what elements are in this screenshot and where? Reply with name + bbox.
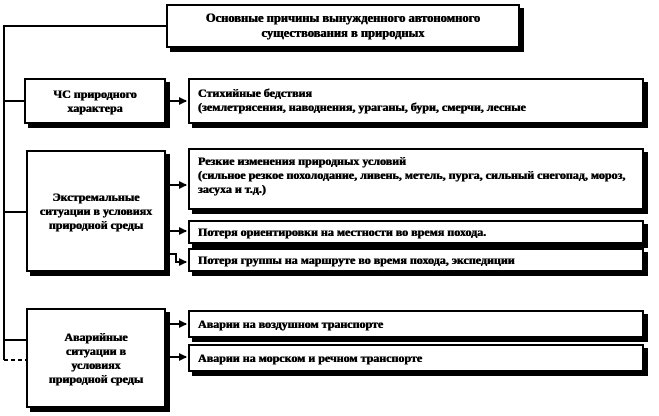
arrow-extreme-group-loss <box>166 254 186 262</box>
cause-group-loss-title: Потеря группы на маршруте во время похода, экспедиции <box>198 253 515 267</box>
cause-orientation-loss-title: Потеря ориентировки на местности во время похода. <box>198 225 487 239</box>
cause-orientation-loss-box <box>188 220 644 244</box>
category-natural-label: ЧС природного характера <box>53 87 137 115</box>
cause-group-loss-box <box>188 248 644 272</box>
category-natural-box <box>24 78 166 124</box>
category-extreme-label: Экстремальные ситуации в условиях природной среды <box>39 190 153 232</box>
cause-climate-change-box <box>188 148 644 210</box>
category-extreme-box <box>26 150 166 272</box>
cause-air-transport-box <box>188 310 644 338</box>
root-title: Основные причины вынужденного автономного существования в природных <box>205 11 481 40</box>
cause-water-transport-title: Аварии на морском и речном транспорте <box>198 351 423 365</box>
root-box <box>166 4 520 48</box>
cause-air-transport-title: Аварии на воздушном транспорте <box>198 317 384 331</box>
cause-climate-change-detail: (сильное резкое похолодание, ливень, метель, пурга, сильный снегопад, мороз, засуха и т.д.) <box>198 168 626 196</box>
cause-climate-change-title: Резкие изменения природных условий <box>198 154 406 168</box>
category-accident-box <box>26 308 166 408</box>
cause-natural-disasters-title: Стихийные бедствия <box>198 86 312 100</box>
cause-water-transport-box <box>188 344 644 372</box>
cause-natural-disasters-detail: (землетрясения, наводнения, ураганы, бури, смерчи, лесные <box>198 100 526 114</box>
category-accident-label: Аварийные ситуации в условиях природной среды <box>48 330 144 386</box>
cause-natural-disasters-box <box>188 78 644 124</box>
